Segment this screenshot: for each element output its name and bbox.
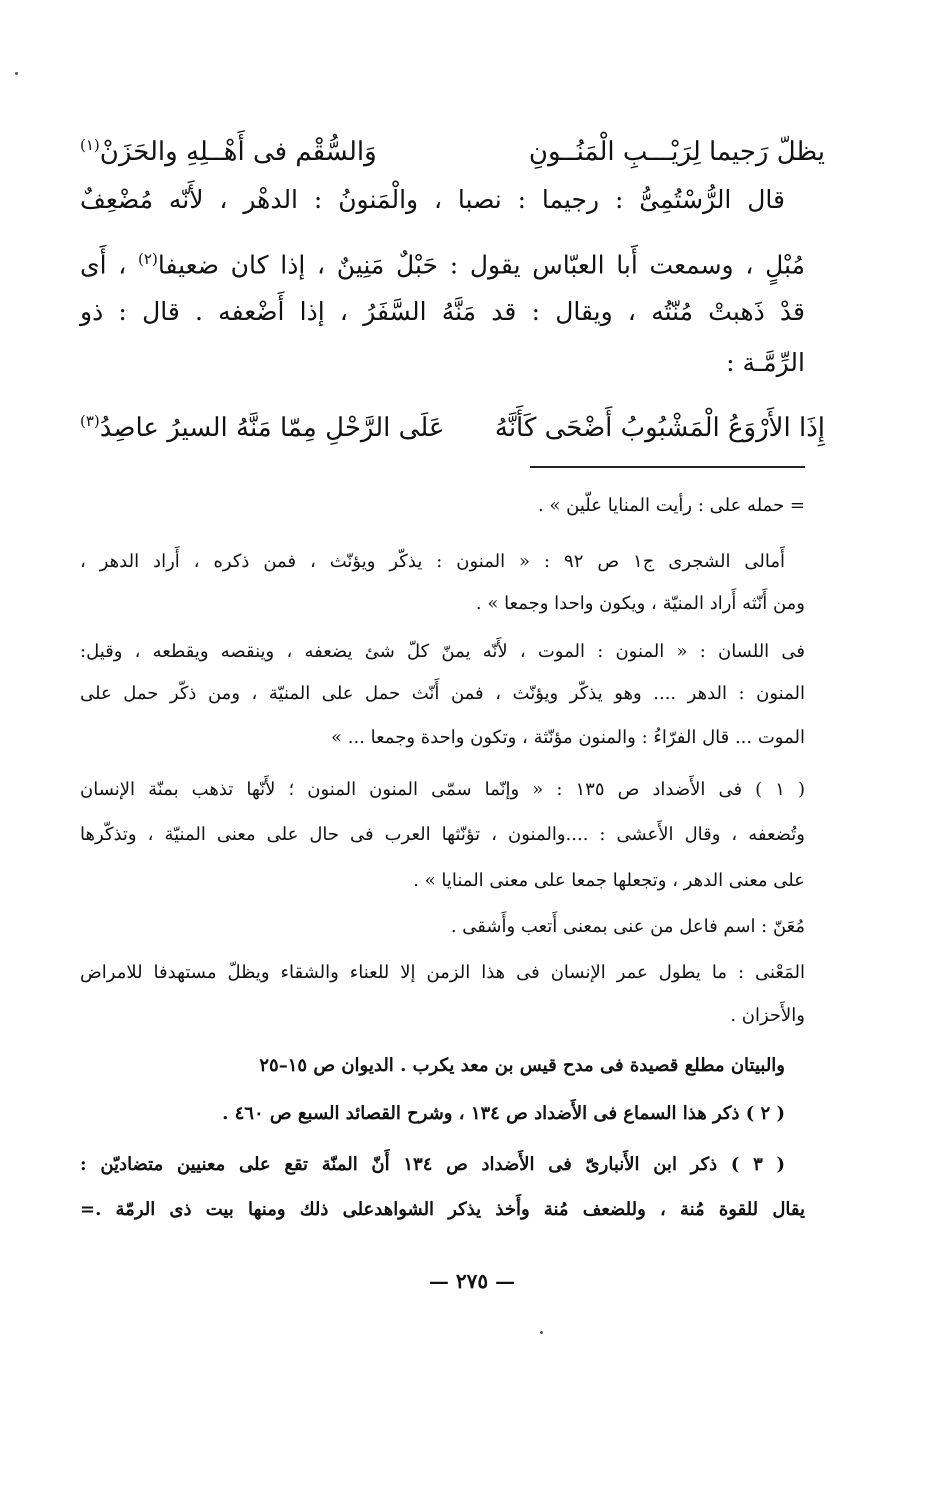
page-number: — ٢٧٥ — <box>428 1269 516 1293</box>
footnote-lisan-line-1: فى اللسان : « المنون : الموت ، لأَنّه يمنّ كلّ شئ يضعفه ، وينقصه ويقطعه ، وقيل: <box>80 641 805 662</box>
scan-speck <box>540 1331 543 1334</box>
footnote-separator <box>530 466 805 468</box>
footnote-1-line-5: المَعْنى : ما يطول عمر الإنسان فى هذا الزمن إلا للعناء والشقاء ويظلّ مستهدفا للامراض <box>80 962 805 983</box>
footnote-continuation: = حمله على : رأيت المنايا علّين » . <box>537 495 805 516</box>
footnote-2: ( ٢ ) ذكر هذا السماع فى الأَضداد ص ١٣٤ ، وشرح القصائد السبع ص ٤٦٠ . <box>222 1103 785 1124</box>
scan-speck <box>15 72 18 75</box>
footnote-1-line-2: وتُضعفه ، وقال الأَعشى : ....والمنون ، تؤنّثها العرب فى حال على معنى المنيّة ، وتذكّرها <box>80 824 805 845</box>
commentary-line-4: الرِّمَّـة : <box>726 348 805 377</box>
commentary-line-2: مُبْلٍ ، وسمعت أَبا العبّاس يقول : حَبْلٌ مَنِينٌ ، إذا كان ضعيفا$^{(٢)}$ ، أَى <box>80 250 805 280</box>
footnote-1-line-4: مُعَنّ : اسم فاعل من عنى بمعنى أَتعب وأَشقى . <box>450 916 805 937</box>
commentary-line-3: قدْ ذَهبتْ مُنّتُه ، ويقال : قد مَنَّهُ السَّفَرُ ، إذا أَضْعفه . قال : ذو <box>80 297 805 326</box>
footnote-1-line-6: والأَحزان . <box>730 1005 805 1026</box>
footnote-amali-line-1: أَمالى الشجرى ج١ ص ٩٢ : « المنون : يذكّر ويؤنّث ، فمن ذكره ، أَراد الدهر ، <box>80 551 786 572</box>
verse-line-2 <box>80 398 825 444</box>
footnote-lisan-line-2: المنون : الدهر .... وهو يذكّر ويؤنّث ، فمن أَنّث حمل على المنيّة ، ومن ذكّر حمل على <box>80 683 805 704</box>
verse-2-first-hemistich: إِذَا الأَرْوَعُ الْمَشْبُوبُ أَضْحَى كَأَنَّهُ <box>494 412 825 443</box>
verse-line-1 <box>80 122 825 168</box>
footnote-1-line-3: على معنى الدهر ، وتجعلها جمعا على معنى المنايا » . <box>413 870 805 891</box>
footnote-amali-line-2: ومن أَنّثه أَراد المنيّة ، ويكون واحدا وجمعا » . <box>475 593 805 614</box>
footnote-1-line-1: ( ١ ) فى الأَضداد ص ١٣٥ : « وإنّما سمّى المنون المنون ؛ لأَنّها تذهب بمنّة الإنسان <box>80 779 805 800</box>
footnote-1-line-7: والبيتان مطلع قصيدة فى مدح قيس بن معد يكرب . الديوان ص ١٥–٢٥ <box>259 1055 785 1076</box>
commentary-line-1: قال الرُّسْتُمِىُّ : رجيما : نصبا ، والْمَنونُ : الدهْر ، لأَنّه مُضْعِفٌ <box>80 185 785 214</box>
footnote-3-line-1: ( ٣ ) ذكر ابن الأَنبارىّ فى الأَضداد ص ١٣٤ أَنّ المنّة تقع على معنيين متضاديّن : <box>80 1154 785 1175</box>
footnote-mark-1: (١) <box>80 136 100 154</box>
footnote-lisan-line-3: الموت ... قال الفرّاءُ : والمنون مؤنّثة ، وتكون واحدة وجمعا ... » <box>331 727 805 748</box>
footnote-3-line-2: يقال للقوة مُنة ، وللضعف مُنة وأَخذ يذكر الشواهدعلى ذلك ومنها بيت ذى الرمّة .= <box>80 1199 805 1220</box>
verse-1-second-hemistich: وَالسُّقْم فى أَهْــلِهِ والحَزَنْ$^{(١)}$ <box>80 136 377 167</box>
footnote-mark-3: (٣) <box>80 412 100 430</box>
footnote-mark-2: (٢) <box>138 250 158 268</box>
verse-2-second-hemistich: عَلَى الرَّحْلِ مِمّا مَنَّهُ السيرُ عاصِدُ$^{(٣)}$ <box>80 412 445 443</box>
verse-1-first-hemistich: يظلّ رَجيما لِرَيْـــبِ الْمَنُــونِ <box>528 136 825 167</box>
